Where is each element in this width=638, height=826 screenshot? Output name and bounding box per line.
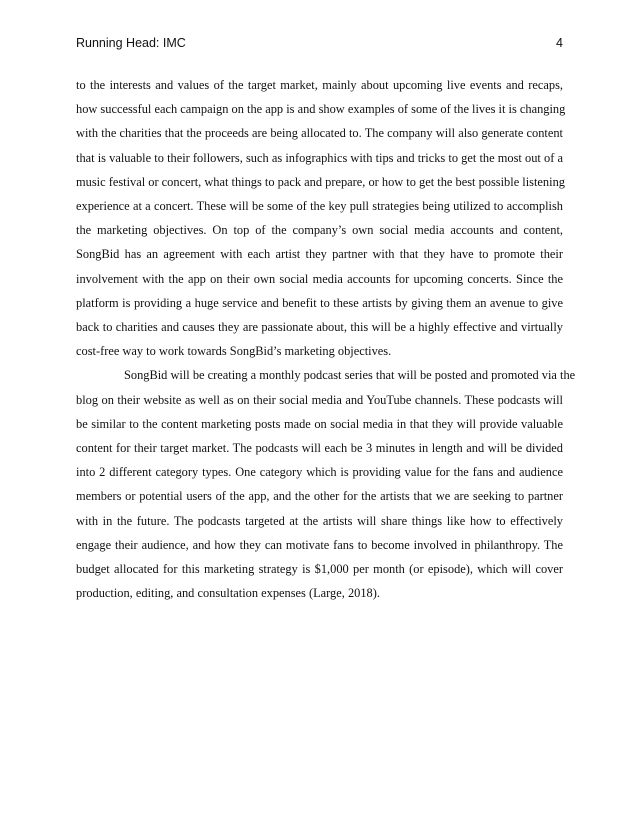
text-line: SongBid has an agreement with each artist they partner with that they have to promote their [76,247,563,262]
page-number: 4 [556,36,563,50]
text-line: content for their target market. The podcasts will each be 3 minutes in length and will be divided [76,441,563,456]
text-line: engage their audience, and how they can motivate fans to become involved in philanthropy. The [76,537,563,552]
text-line: cost-free way to work towards SongBid’s marketing objectives. [76,344,392,359]
text-line: involvement with the app on their own social media accounts for upcoming concerts. Since the [76,271,563,286]
paragraph-1 [76,73,566,363]
text-line: with in the future. The podcasts targeted at the artists will share things like how to effectively [76,513,563,528]
text-line: the marketing objectives. On top of the company’s own social media accounts and content, [76,223,563,238]
text-line: that is valuable to their followers, such as infographics with tips and tricks to get the most out of a [76,150,563,165]
text-line: experience at a concert. These will be some of the key pull strategies being utilized to accomplish [76,199,563,214]
text-line: SongBid will be creating a monthly podcast series that will be posted and promoted via the [124,368,576,383]
document-body [76,73,576,605]
text-line: into 2 different category types. One category which is providing value for the fans and audience [76,465,563,480]
text-line: be similar to the content marketing posts made on social media in that they will provide valuable [76,416,563,431]
running-head: Running Head: IMC [76,36,186,50]
text-line: blog on their website as well as on their social media and YouTube channels. These podcasts will [76,392,563,407]
paragraph-2 [76,363,576,605]
text-line: back to charities and causes they are passionate about, this will be a highly effective and virtually [76,320,563,335]
text-line: platform is providing a huge service and benefit to these artists by giving them an avenue to give [76,295,563,310]
text-line: production, editing, and consultation expenses (Large, 2018). [76,586,380,601]
text-line: with the charities that the proceeds are being allocated to. The company will also generate content [76,126,563,141]
text-line: how successful each campaign on the app is and show examples of some of the lives it is changing [76,102,566,117]
text-line: budget allocated for this marketing strategy is $1,000 per month (or episode), which will cover [76,562,563,577]
text-line: music festival or concert, what things to pack and prepare, or how to get the best possible listening [76,174,565,189]
text-line: to the interests and values of the target market, mainly about upcoming live events and recaps, [76,78,563,92]
text-line: members or potential users of the app, and the other for the artists that we are seeking to partner [76,489,563,504]
page-header [76,36,563,56]
